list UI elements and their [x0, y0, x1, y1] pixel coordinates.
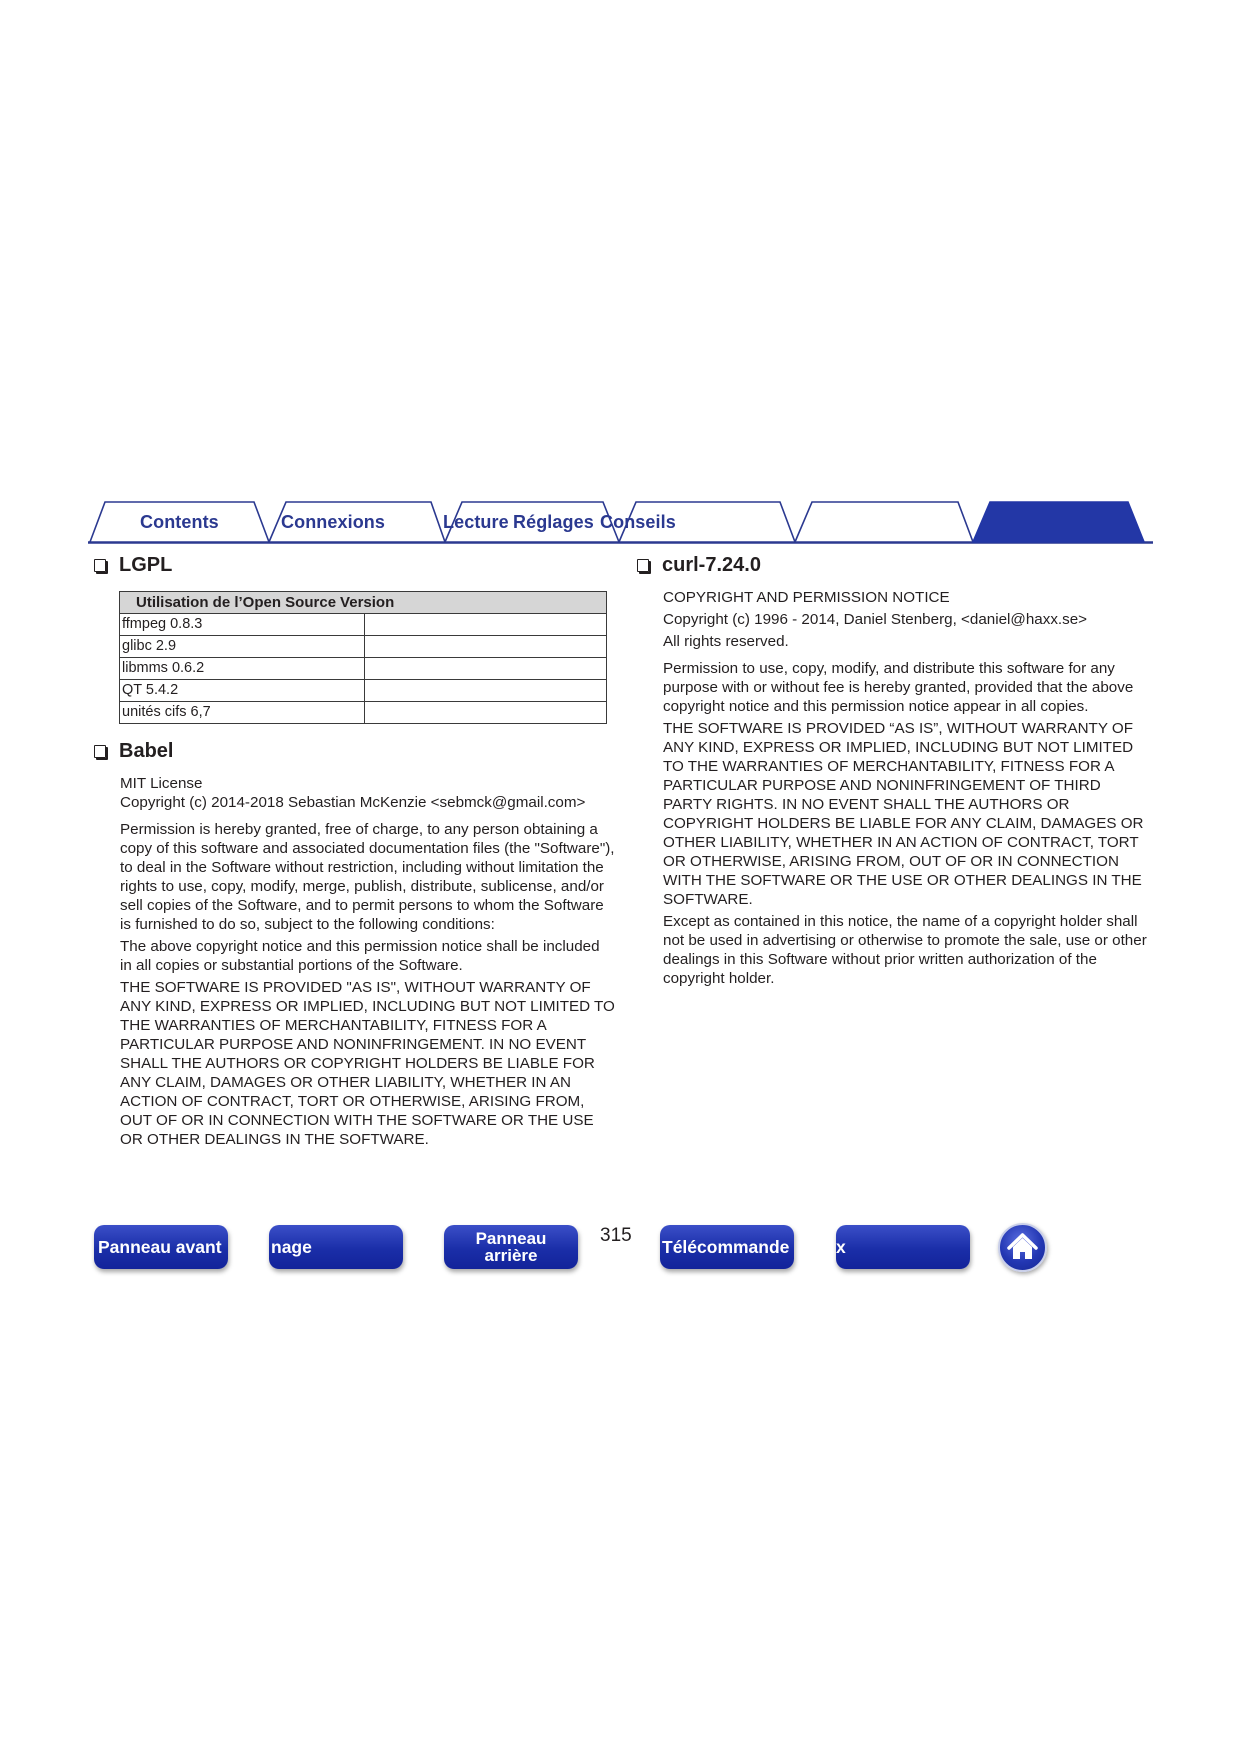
curl-body — [663, 588, 1153, 988]
curl-paragraph-2: THE SOFTWARE IS PROVIDED “AS IS”, WITHOUT WARRANTY OF ANY KIND, EXPRESS OR IMPLIED, INCLUDING BUT NOT LIMITED TO THE WARRANTIES OF MERCHANTABILITY, FITNESS FOR A PARTICULAR PURPOSE AND NONINFRINGEMENT OF THIRD PARTY RIGHTS. IN NO EVENT SHALL THE AUTHORS OR COPYRIGHT HOLDERS BE LIABLE FOR ANY CLAIM, DAMAGES OR OTHER LIABILITY, WHETHER IN AN ACTION OF CONTRACT, TORT OR OTHERWISE, ARISING FROM, OUT OF OR IN CONNECTION WITH THE SOFTWARE OR THE USE OR OTHER DEALINGS IN THE SOFTWARE. — [663, 720, 1144, 908]
curl-rights: All rights reserved. — [663, 633, 789, 650]
index-label: x — [836, 1236, 846, 1257]
table-cell — [365, 702, 607, 724]
display-label: nage — [271, 1236, 312, 1257]
curl-heading — [637, 554, 761, 577]
tab-contents[interactable] — [98, 500, 263, 542]
index-button[interactable] — [836, 1225, 970, 1269]
babel-body — [120, 774, 615, 1149]
babel-heading-text: Babel — [119, 740, 174, 762]
tab-connexions[interactable] — [273, 500, 443, 542]
babel-paragraph-1: Permission is hereby granted, free of charge, to any person obtaining a copy of this software and associated documentation files (the "Software"), to deal in the Software without restriction, including without limitation the rights to use, copy, modify, merge, publish, distribute, sublicense, and/or sell copies of the Software, and to permit persons to whom the Software is furnished to do so, subject to the following conditions: — [120, 821, 615, 933]
home-button[interactable] — [998, 1223, 1047, 1272]
babel-license: MIT License — [120, 775, 203, 792]
curl-copyright: Copyright (c) 1996 - 2014, Daniel Stenberg, <daniel@haxx.se> — [663, 611, 1088, 628]
tab-conseils-label: Conseils — [600, 512, 676, 532]
remote-label: Télécommande — [662, 1236, 790, 1257]
table-header-component: Utilisation de l’Open Source — [136, 594, 337, 611]
table-header-row — [120, 592, 607, 614]
table-cell: glibc 2.9 — [120, 636, 365, 658]
tab-bar — [88, 500, 1153, 546]
table-cell — [365, 636, 607, 658]
rear-panel-label-line2: arrière — [484, 1246, 538, 1265]
tab-contents-label: Contents — [140, 512, 219, 532]
front-panel-button[interactable] — [94, 1225, 228, 1269]
tab-reglages-label: Réglages — [513, 512, 594, 532]
front-panel-label: Panneau avant — [98, 1236, 222, 1257]
babel-heading — [94, 740, 173, 763]
table-cell: ffmpeg 0.8.3 — [120, 614, 365, 636]
babel-paragraph-2: The above copyright notice and this permission notice shall be included in all copies or substantial portions of the Software. — [120, 938, 600, 974]
table-cell: unités cifs 6,7 — [120, 702, 365, 724]
table-row — [120, 702, 607, 724]
table-row — [120, 636, 607, 658]
home-icon — [1000, 1225, 1045, 1270]
tab-empty[interactable] — [798, 500, 973, 542]
lgpl-heading-text: LGPL — [119, 554, 173, 576]
rear-panel-label-line1: Panneau — [475, 1229, 547, 1248]
tab-conseils[interactable] — [600, 500, 710, 542]
table-cell — [365, 680, 607, 702]
babel-copyright: Copyright (c) 2014-2018 Sebastian McKenzie <sebmck@gmail.com> — [120, 794, 586, 811]
remote-button[interactable] — [660, 1225, 794, 1269]
table-header-version: Version — [340, 594, 395, 611]
curl-paragraph-3: Except as contained in this notice, the name of a copyright holder shall not be used in advertising or otherwise to promote the sale, use or other dealings in this Software without prior written authorization of the copyright holder. — [663, 913, 1147, 987]
babel-paragraph-3: THE SOFTWARE IS PROVIDED "AS IS", WITHOUT WARRANTY OF ANY KIND, EXPRESS OR IMPLIED, INCLUDING BUT NOT LIMITED TO THE WARRANTIES OF MERCHANTABILITY, FITNESS FOR A PARTICULAR PURPOSE AND NONINFRINGEMENT. IN NO EVENT SHALL THE AUTHORS OR COPYRIGHT HOLDERS BE LIABLE FOR ANY CLAIM, DAMAGES OR OTHER LIABILITY, WHETHER IN AN ACTION OF CONTRACT, TORT OR OTHERWISE, ARISING FROM, OUT OF OR IN CONNECTION WITH THE SOFTWARE OR THE USE OR OTHER DEALINGS IN THE SOFTWARE. — [120, 979, 615, 1148]
page-number: 315 — [600, 1225, 632, 1246]
rear-panel-button[interactable] — [444, 1225, 578, 1269]
checkbox-bullet-icon — [94, 745, 106, 758]
table-header — [120, 592, 607, 614]
table-cell: QT 5.4.2 — [120, 680, 365, 702]
checkbox-bullet-icon — [637, 559, 649, 572]
checkbox-bullet-icon — [94, 559, 106, 572]
table-row — [120, 658, 607, 680]
table-cell: libmms 0.6.2 — [120, 658, 365, 680]
tab-active[interactable] — [975, 500, 1145, 542]
table-row — [120, 680, 607, 702]
lgpl-table — [119, 591, 607, 724]
tab-connexions-label: Connexions — [281, 512, 386, 532]
curl-notice: COPYRIGHT AND PERMISSION NOTICE — [663, 589, 950, 606]
table-cell — [365, 614, 607, 636]
table-cell — [365, 658, 607, 680]
tab-lecture-label: Lecture — [443, 512, 509, 532]
curl-heading-text: curl-7.24.0 — [662, 554, 761, 576]
display-button[interactable] — [269, 1225, 403, 1269]
curl-paragraph-1: Permission to use, copy, modify, and distribute this software for any purpose with or without fee is hereby granted, provided that the above copyright notice and this permission notice appear in all copies. — [663, 660, 1134, 715]
lgpl-heading — [94, 554, 172, 577]
table-row — [120, 614, 607, 636]
